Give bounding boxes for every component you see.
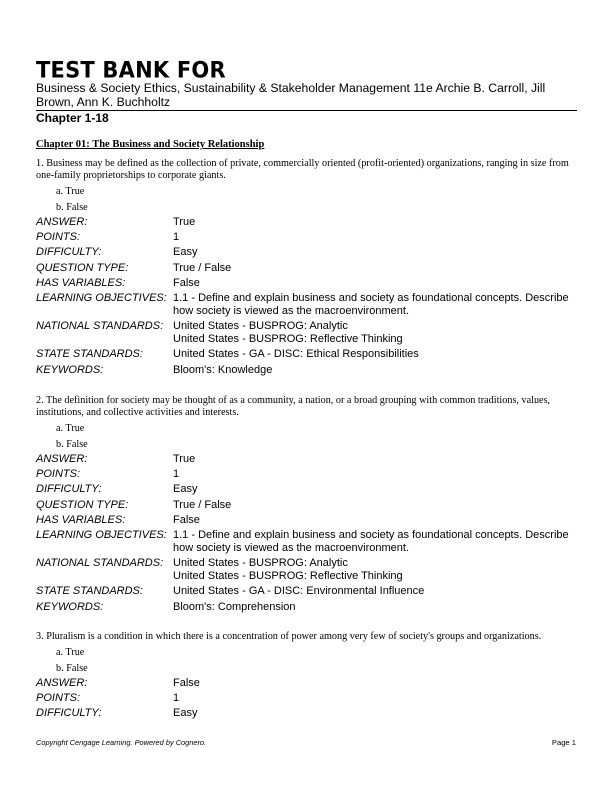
learning-objectives-label: LEARNING OBJECTIVES: — [36, 291, 167, 304]
points-label: POINTS: — [36, 231, 81, 244]
state-standards-label: STATE STANDARDS: — [36, 348, 143, 361]
question-1 — [36, 158, 576, 379]
question-stem: 3. Pluralism is a condition in which there is a concentration of power among very few of society's groups and organizations. — [36, 631, 542, 642]
test-bank-banner: TEST BANK FOR — [36, 57, 226, 83]
points-row — [36, 231, 576, 244]
state-standards-value: United States - GA - DISC: Environmental Influence — [173, 585, 425, 598]
answer-label: ANSWER: — [36, 677, 88, 689]
points-value: 1 — [173, 692, 180, 705]
points-value: 1 — [173, 231, 180, 244]
option-b: b. False — [56, 662, 88, 674]
has-variables-value: False — [173, 513, 200, 526]
answer-value: False — [173, 677, 200, 689]
chapter-range: Chapter 1-18 — [36, 111, 109, 125]
answer-row — [36, 453, 576, 466]
answer-row — [36, 677, 576, 690]
option-b: b. False — [56, 438, 88, 450]
state-standards-value: United States - GA - DISC: Ethical Responsibilities — [173, 348, 419, 361]
question-type-value: True / False — [173, 498, 232, 511]
answer-value: True — [173, 216, 196, 228]
question-type-label: QUESTION TYPE: — [36, 498, 129, 511]
difficulty-row — [36, 483, 576, 496]
page-number: Page 1 — [551, 738, 576, 747]
question-stem: 2. The definition for society may be thought of as a community, a nation, or a broad grouping with common traditions, values, institutions, and collective activities and interests. — [36, 395, 551, 418]
question-stem: 1. Business may be defined as the collection of private, commercially oriented (profit-oriented) organizations, ranging in size from one-family proprietorships to corporate giants. — [36, 158, 569, 181]
option-b: b. False — [56, 201, 88, 213]
question-type-label: QUESTION TYPE: — [36, 261, 129, 274]
book-title: Business & Society Ethics, Sustainability & Stakeholder Management 11e Archie B. Carroll, Jill Brown, Ann K. Buchholtz — [36, 81, 546, 109]
question-3 — [36, 631, 576, 723]
learning-objectives-label: LEARNING OBJECTIVES: — [36, 528, 167, 541]
has-variables-label: HAS VARIABLES: — [36, 513, 126, 526]
option-a: a. True — [56, 186, 85, 197]
national-standard: United States - BUSPROG: Analytic — [173, 557, 348, 570]
national-standards-values — [173, 320, 576, 346]
learning-objectives-value: 1.1 - Define and explain business and society as foundational concepts. Describe how society is viewed as the macroenvironment. — [173, 528, 569, 554]
state-standards-label: STATE STANDARDS: — [36, 585, 143, 598]
difficulty-row — [36, 707, 576, 720]
has-variables-label: HAS VARIABLES: — [36, 276, 126, 289]
keywords-value: Bloom's: Knowledge — [173, 363, 273, 376]
answer-options — [36, 645, 576, 676]
national-standards-label: NATIONAL STANDARDS: — [36, 557, 164, 570]
header-divider — [36, 110, 577, 111]
difficulty-label: DIFFICULTY: — [36, 483, 102, 496]
state-standards-row — [36, 348, 576, 361]
national-standards-values — [173, 557, 576, 583]
national-standard: United States - BUSPROG: Reflective Thinking — [173, 333, 403, 346]
has-variables-row — [36, 514, 576, 527]
learning-objectives-value: 1.1 - Define and explain business and society as foundational concepts. Describe how society is viewed as the macroenvironment. — [173, 291, 569, 317]
state-standards-row — [36, 585, 576, 598]
has-variables-row — [36, 277, 576, 290]
option-a: a. True — [56, 647, 85, 658]
national-standards-row — [36, 320, 576, 346]
difficulty-value: Easy — [173, 483, 198, 496]
chapter-heading: Chapter 01: The Business and Society Relationship — [36, 139, 265, 150]
difficulty-label: DIFFICULTY: — [36, 246, 102, 259]
points-label: POINTS: — [36, 468, 81, 481]
difficulty-value: Easy — [173, 246, 198, 259]
answer-row — [36, 216, 576, 229]
keywords-row — [36, 364, 576, 377]
question-type-row — [36, 499, 576, 512]
answer-options — [36, 421, 576, 452]
learning-objectives-row — [36, 529, 576, 555]
keywords-label: KEYWORDS: — [36, 363, 104, 376]
option-a: a. True — [56, 423, 85, 434]
points-label: POINTS: — [36, 692, 81, 705]
difficulty-value: Easy — [173, 707, 198, 720]
points-value: 1 — [173, 468, 180, 481]
answer-label: ANSWER: — [36, 216, 88, 228]
answer-value: True — [173, 453, 196, 465]
points-row — [36, 692, 576, 705]
copyright-footer: Copyright Cengage Learning. Powered by Cognero. — [36, 738, 207, 747]
national-standard: United States - BUSPROG: Reflective Thinking — [173, 570, 403, 583]
has-variables-value: False — [173, 276, 200, 289]
answer-options — [36, 184, 576, 215]
keywords-value: Bloom's: Comprehension — [173, 600, 296, 613]
answer-label: ANSWER: — [36, 453, 88, 465]
difficulty-row — [36, 246, 576, 259]
national-standards-label: NATIONAL STANDARDS: — [36, 320, 164, 333]
question-type-value: True / False — [173, 261, 232, 274]
difficulty-label: DIFFICULTY: — [36, 707, 102, 720]
keywords-row — [36, 601, 576, 614]
keywords-label: KEYWORDS: — [36, 600, 104, 613]
learning-objectives-row — [36, 292, 576, 318]
national-standard: United States - BUSPROG: Analytic — [173, 320, 348, 333]
points-row — [36, 468, 576, 481]
question-type-row — [36, 262, 576, 275]
national-standards-row — [36, 557, 576, 583]
question-2 — [36, 395, 576, 616]
